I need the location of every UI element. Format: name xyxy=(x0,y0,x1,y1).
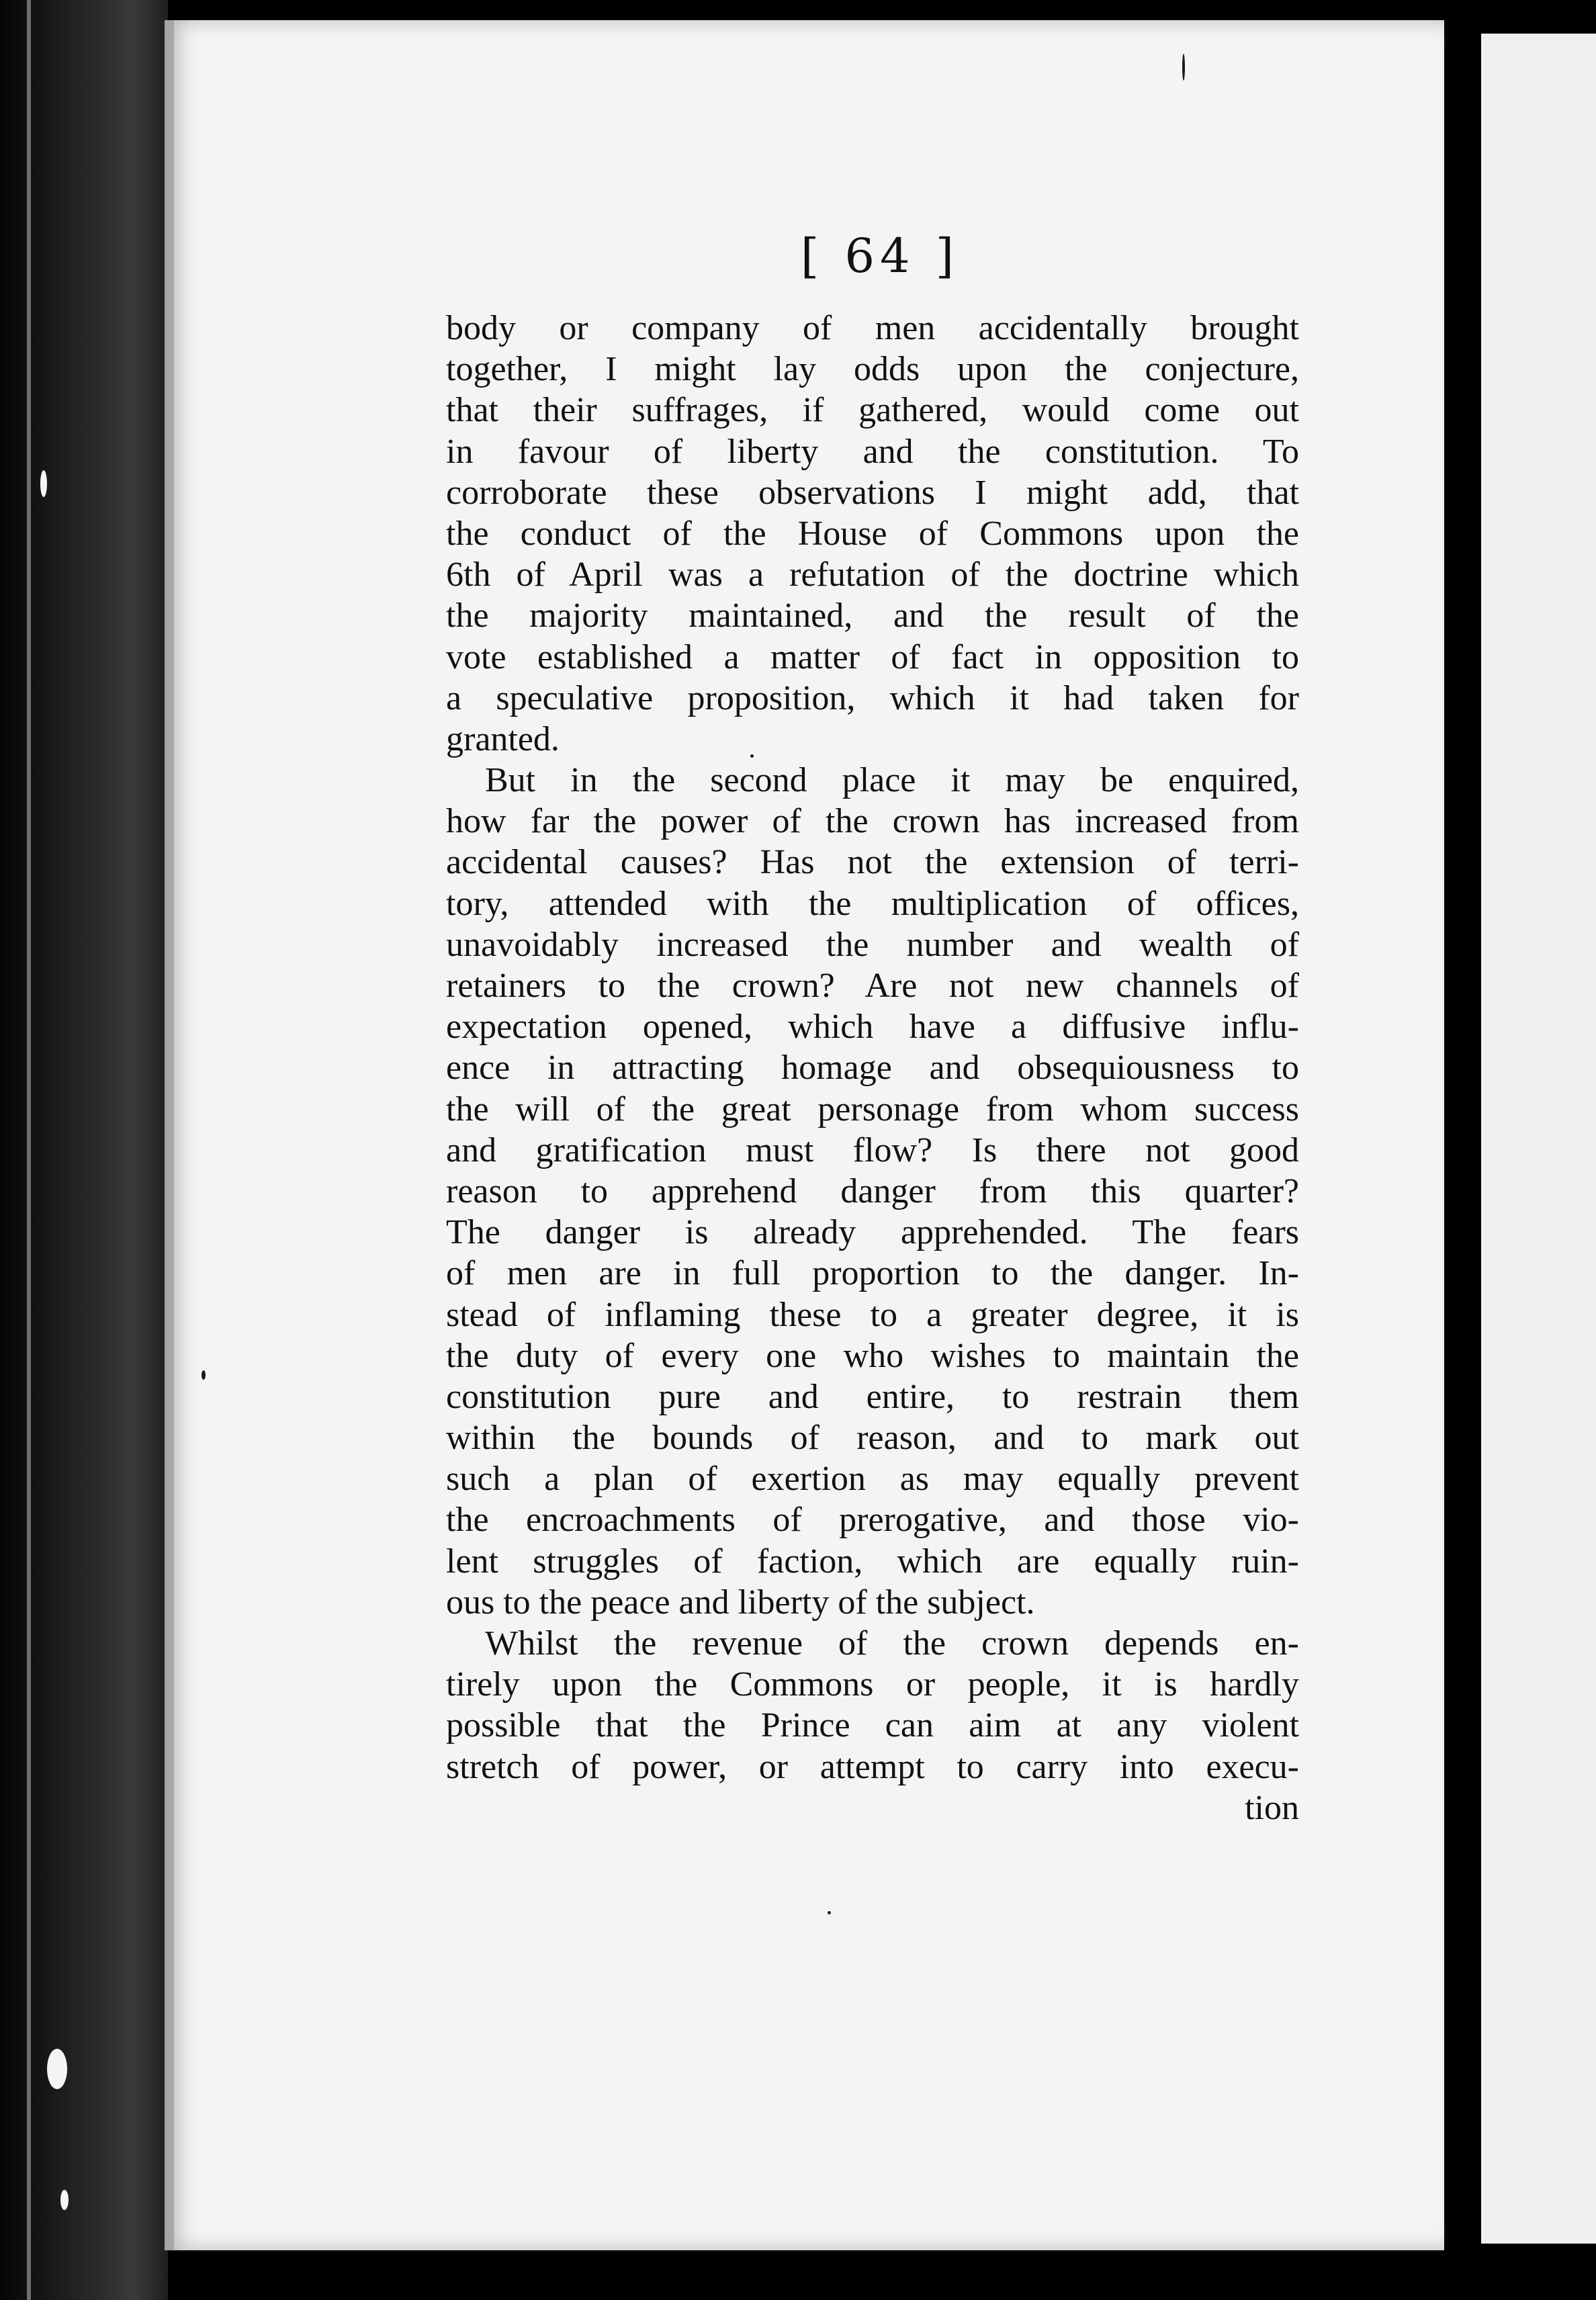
scan-speck xyxy=(750,754,754,758)
text-line: stretch of power, or attempt to carry into execu- xyxy=(446,1747,1299,1786)
book-binding xyxy=(0,0,168,2300)
binding-edge xyxy=(27,0,31,2300)
text-line: the conduct of the House of Commons upon the xyxy=(446,514,1299,553)
text-line: how far the power of the crown has increased from xyxy=(446,802,1299,841)
page-number-header: [ 64 ] xyxy=(800,228,960,283)
text-line: corroborate these observations I might add, that xyxy=(446,473,1299,512)
paragraph-start-line: But in the second place it may be enquired, xyxy=(485,761,1299,800)
scan-speck xyxy=(47,2049,67,2089)
text-line: within the bounds of reason, and to mark out xyxy=(446,1419,1299,1458)
scan-speck xyxy=(828,1911,831,1914)
text-line: ous to the peace and liberty of the subject. xyxy=(446,1583,1035,1622)
page-body-text xyxy=(446,308,1299,1828)
text-line: retainers to the crown? Are not new channels of xyxy=(446,967,1299,1005)
text-line: in favour of liberty and the constitution. To xyxy=(446,432,1299,471)
text-line: unavoidably increased the number and wealth of xyxy=(446,925,1299,964)
text-line: accidental causes? Has not the extension of terri- xyxy=(446,843,1299,882)
text-line: stead of inflaming these to a greater degree, it is xyxy=(446,1295,1299,1334)
text-line: and gratification must flow? Is there not good xyxy=(446,1131,1299,1169)
adjacent-page-edge xyxy=(1481,34,1596,2244)
catchword: tion xyxy=(1245,1788,1299,1827)
text-line: a speculative proposition, which it had taken for xyxy=(446,678,1299,717)
page-gutter-shadow xyxy=(165,20,174,2250)
text-line: the encroachments of prerogative, and those vio- xyxy=(446,1501,1299,1540)
text-line: vote established a matter of fact in opposition to xyxy=(446,637,1299,676)
text-line: body or company of men accidentally brought xyxy=(446,309,1299,347)
text-line: together, I might lay odds upon the conjecture, xyxy=(446,350,1299,389)
text-line: constitution pure and entire, to restrain them xyxy=(446,1377,1299,1416)
text-line: of men are in full proportion to the danger. In- xyxy=(446,1254,1299,1293)
text-line: that their suffrages, if gathered, would come out xyxy=(446,391,1299,430)
paragraph-start-line: Whilst the revenue of the crown depends en- xyxy=(485,1624,1299,1663)
text-line: ence in attracting homage and obsequiousness to xyxy=(446,1049,1299,1088)
text-line: 6th of April was a refutation of the doctrine which xyxy=(446,556,1299,594)
text-line: such a plan of exertion as may equally prevent xyxy=(446,1460,1299,1499)
text-line: expectation opened, which have a diffusive influ- xyxy=(446,1008,1299,1047)
text-line: tirely upon the Commons or people, it is hardly xyxy=(446,1665,1299,1704)
scan-speck xyxy=(40,470,47,497)
scan-speck xyxy=(1182,54,1185,81)
text-line: the will of the great personage from whom success xyxy=(446,1090,1299,1129)
text-line: lent struggles of faction, which are equally ruin- xyxy=(446,1542,1299,1581)
scan-speck xyxy=(202,1370,206,1380)
text-line: reason to apprehend danger from this quarter? xyxy=(446,1171,1299,1210)
scan-speck xyxy=(60,2190,69,2210)
text-line: The danger is already apprehended. The fears xyxy=(446,1213,1299,1252)
text-line: the majority maintained, and the result of the xyxy=(446,596,1299,635)
text-line: the duty of every one who wishes to maintain the xyxy=(446,1336,1299,1375)
page-gap xyxy=(1444,0,1484,2300)
text-line: granted. xyxy=(446,719,560,758)
text-line: possible that the Prince can aim at any violent xyxy=(446,1706,1299,1745)
text-line: tory, attended with the multiplication of offices, xyxy=(446,884,1299,923)
